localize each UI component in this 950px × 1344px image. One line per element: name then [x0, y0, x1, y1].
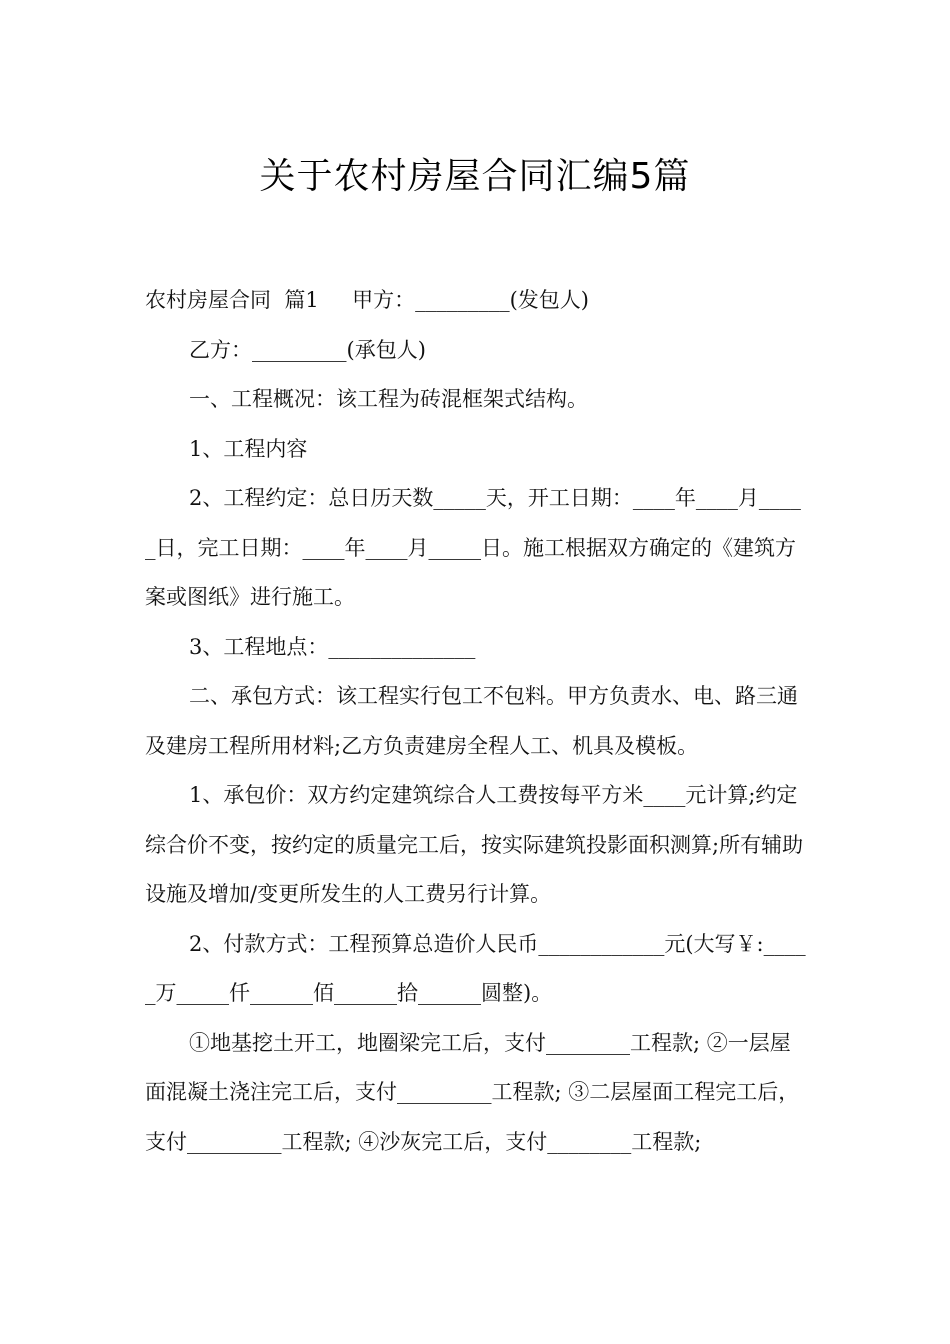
paragraph-contract-price: 1、承包价：双方约定建筑综合人工费按每平方米____元计算;约定综合价不变，按约定的质量完工后，按实际建筑投影面积测算;所有辅助设施及增加/变更所发生的人工费另行计算。 [145, 783, 804, 906]
paragraph-party-b: 乙方：_________(承包人) [189, 337, 426, 362]
paragraph-contract-method: 二、承包方式：该工程实行包工不包料。甲方负责水、电、路三通及建房工程所用材料;乙方负责建房全程人工、机具及模板。 [145, 684, 798, 758]
paragraph-project-overview: 一、工程概况：该工程为砖混框架式结构。 [189, 387, 588, 411]
paragraph-project-location: 3、工程地点：______________ [189, 634, 476, 659]
document-title: 关于农村房屋合同汇编5篇 [259, 156, 691, 198]
paragraph-project-schedule: 2、工程约定：总日历天数_____天，开工日期：____年____月_____日，完工日期：____年____月_____日。施工根据双方确定的《建筑方案或图纸》进行施工。 [145, 486, 801, 609]
paragraph-payment-method: 2、付款方式：工程预算总造价人民币____________元(大写￥:_____万_____仟______佰______拾______圆整)。 [145, 931, 806, 1005]
document-body [145, 276, 810, 1167]
paragraph-project-content: 1、工程内容 [189, 436, 308, 461]
paragraph-contract-header: 农村房屋合同 篇1 甲方：_________(发包人) [145, 288, 589, 312]
paragraph-payment-stages: ①地基挖土开工，地圈梁完工后，支付________工程款; ②一层屋面混凝土浇注完工后，支付_________工程款; ③二层屋面工程完工后，支付_________工程款; ④沙灰完工后，支付________工程款; [145, 1030, 800, 1154]
